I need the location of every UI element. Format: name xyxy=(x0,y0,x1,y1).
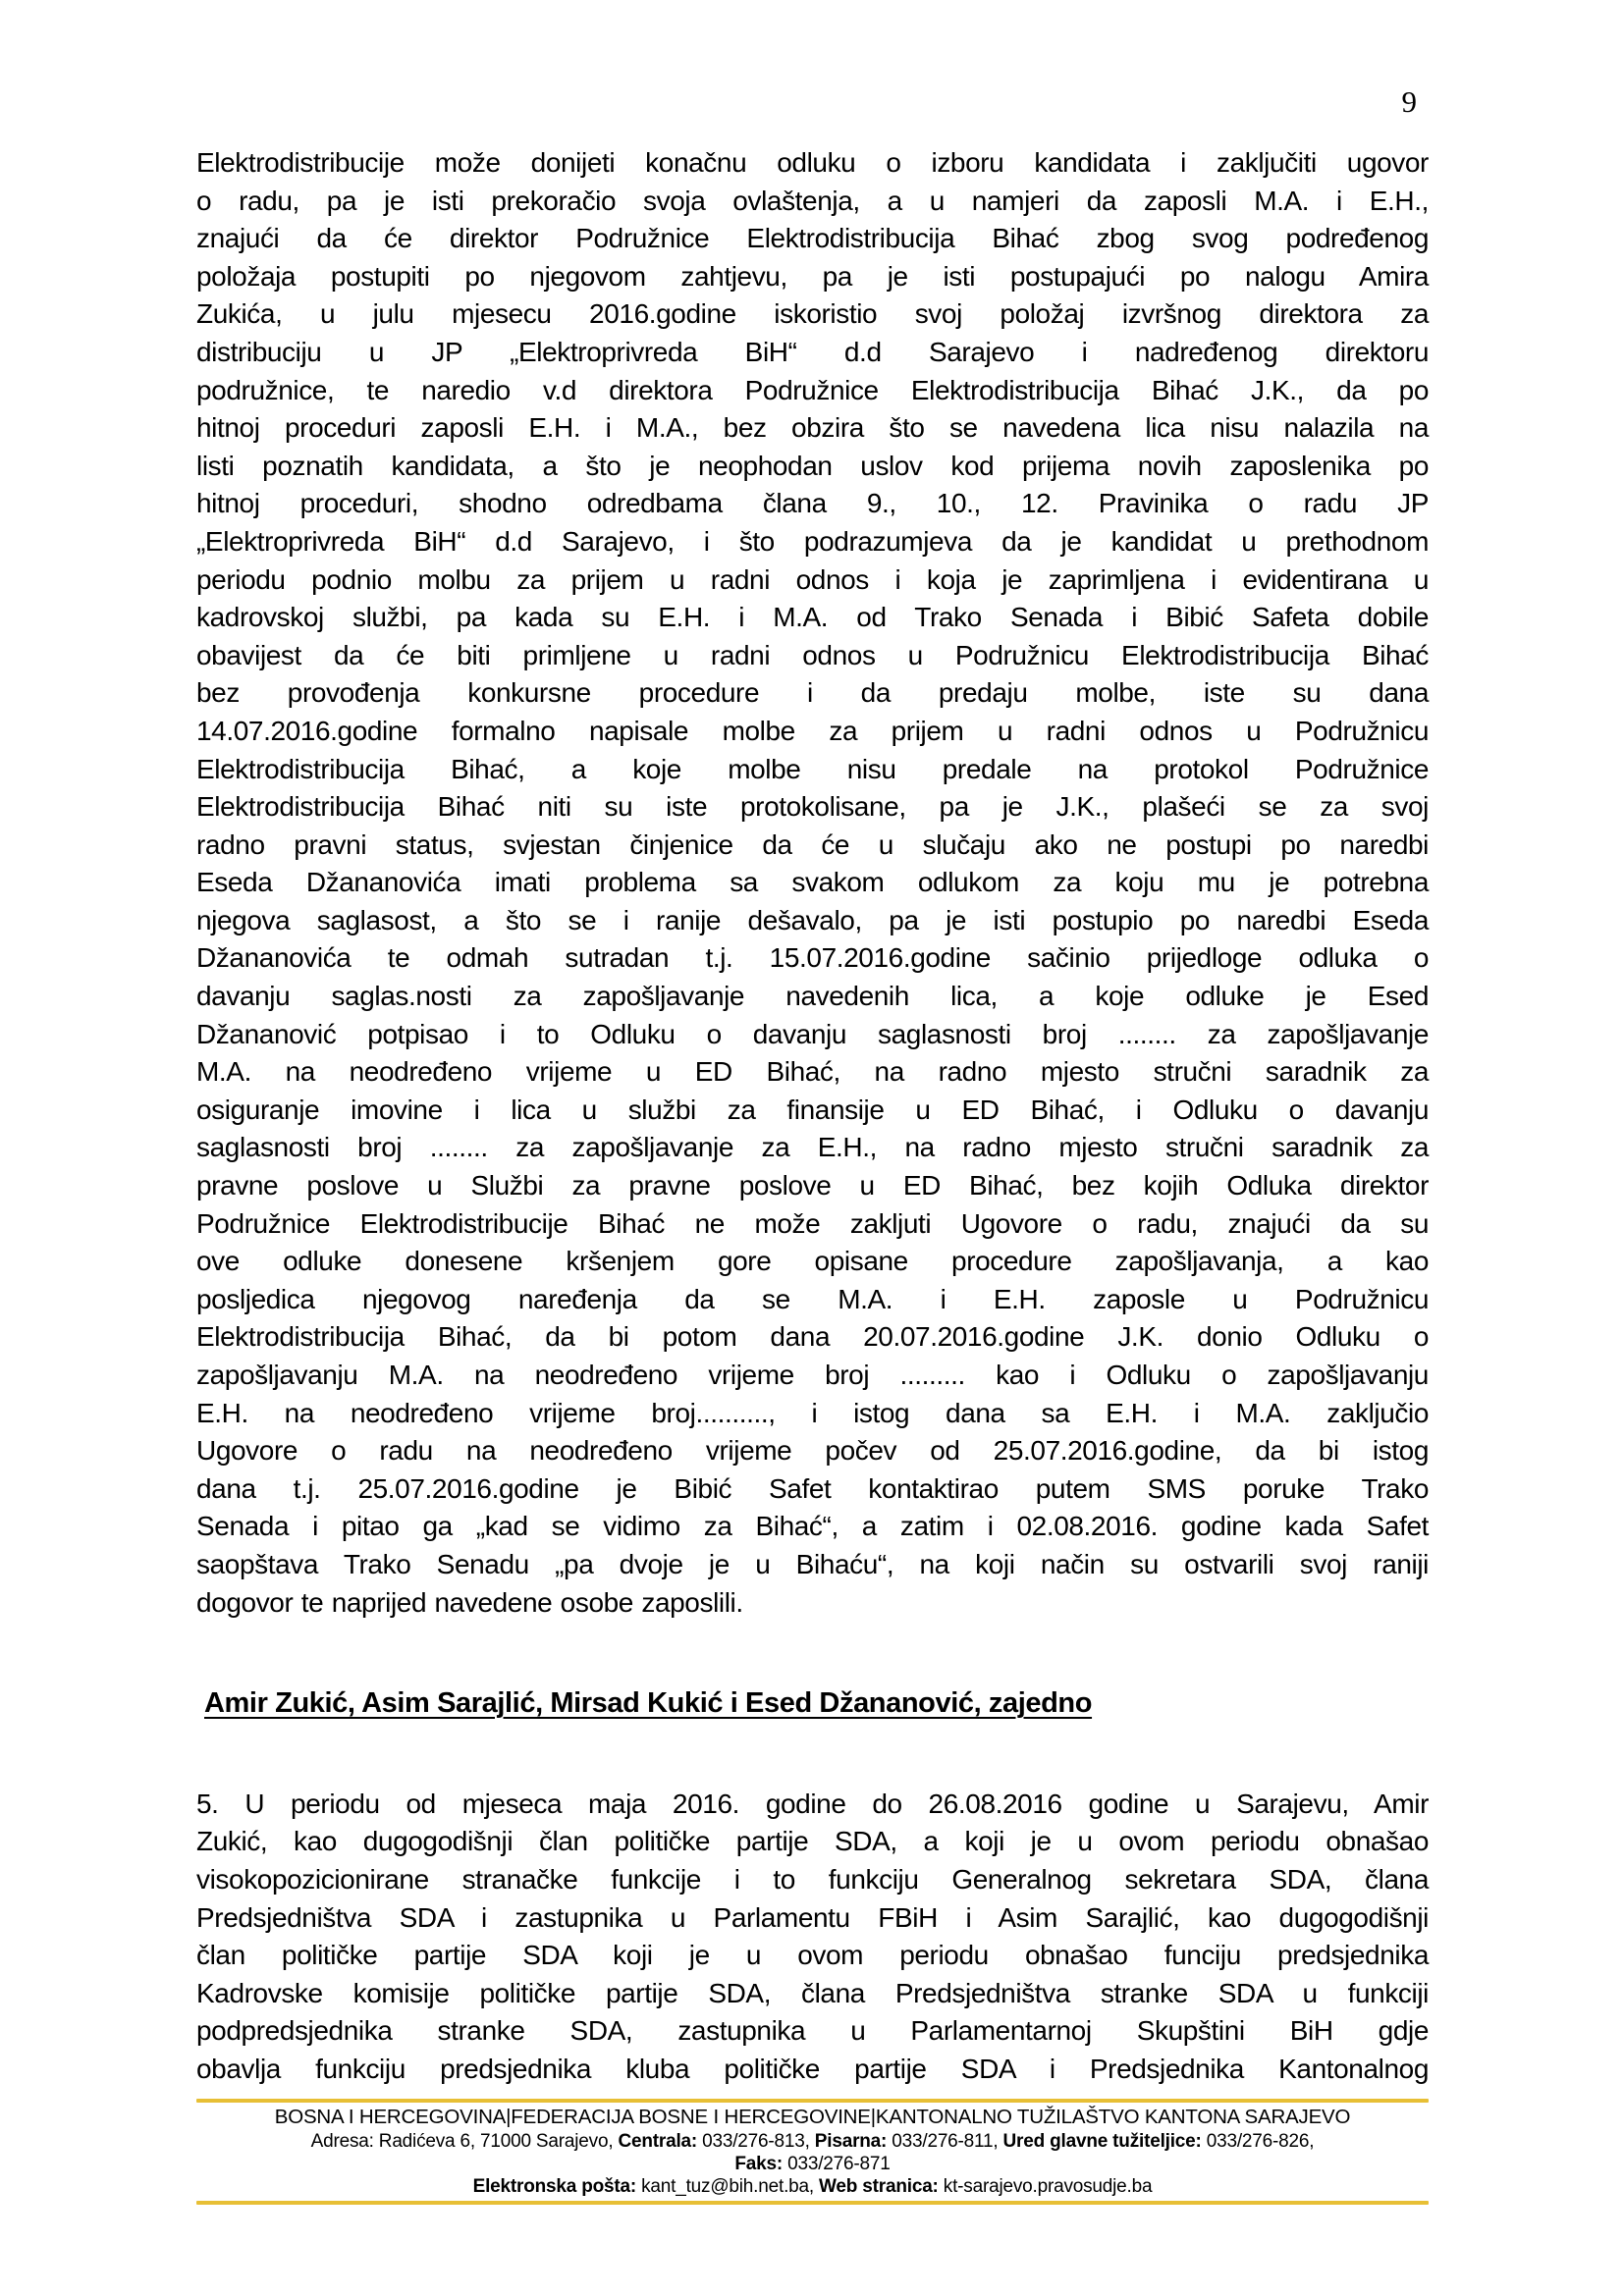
text-line: Senada i pitao ga „kad se vidimo za Bihać“, a zatim i 02.08.2016. godine kada Safet xyxy=(196,1511,1429,1542)
text-line: znajući da će direktor Podružnice Elektrodistribucija Bihać zbog svog podređenog xyxy=(196,223,1429,254)
text-line: član političke partije SDA koji je u ovom periodu obnašao funciju predsjednika xyxy=(196,1940,1429,1971)
text-line: pravne poslove u Službi za pravne poslove u ED Bihać, bez kojih Odluka direktor xyxy=(196,1170,1429,1201)
section-heading-defendants: Amir Zukić, Asim Sarajlić, Mirsad Kukić i Esed Džananović, zajedno xyxy=(204,1687,1093,1720)
text-line: kadrovskoj službi, pa kada su E.H. i M.A. od Trako Senada i Bibić Safeta dobile xyxy=(196,602,1429,633)
text-line: E.H. na neodređeno vrijeme broj.........., i istog dana sa E.H. i M.A. zaključio xyxy=(196,1397,1429,1428)
footer-text: 033/276-826, xyxy=(1201,2130,1315,2152)
footer-text: 033/276-813, xyxy=(697,2130,815,2152)
paragraph-body-1 xyxy=(196,144,1429,1622)
text-line: listi poznatih kandidata, a što je neophodan uslov kod prijema novih zaposlenika po xyxy=(196,450,1429,481)
page-footer xyxy=(196,2099,1429,2205)
footer-rule-top xyxy=(196,2099,1429,2103)
footer-label: Web stranica: xyxy=(819,2175,939,2197)
footer-text: 033/276-871 xyxy=(783,2153,891,2174)
text-line: obavijest da će biti primljene u radni odnos u Podružnicu Elektrodistribucija Bihać xyxy=(196,639,1429,670)
text-line: davanju saglas.nosti za zapošljavanje navedenih lica, a koje odluke je Esed xyxy=(196,981,1429,1012)
text-line: Predsjedništva SDA i zastupnika u Parlamentu FBiH i Asim Sarajlić, kao dugogodišnji xyxy=(196,1901,1429,1933)
text-line: 5. U periodu od mjeseca maja 2016. godine do 26.08.2016 godine u Sarajevu, Amir xyxy=(196,1788,1429,1819)
text-line: osiguranje imovine i lica u službi za finansije u ED Bihać, i Odluku o davanju xyxy=(196,1094,1429,1125)
text-line: podpredsjednika stranke SDA, zastupnika u Parlamentarnoj Skupštini BiH gdje xyxy=(196,2015,1429,2047)
text-line: periodu podnio molbu za prijem u radni odnos i koja je zaprimljena i evidentirana u xyxy=(196,563,1429,595)
footer-label: Faks: xyxy=(734,2153,784,2174)
text-line: visokopozicionirane stranačke funkcije i to funkciju Generalnog sekretara SDA, člana xyxy=(196,1863,1429,1895)
text-line: podružnice, te naredio v.d direktora Podružnice Elektrodistribucija Bihać J.K., da po xyxy=(196,374,1429,405)
text-line: Elektrodistribucije može donijeti konačnu odluku o izboru kandidata i zaključiti ugovor xyxy=(196,147,1429,178)
text-line: Elektrodistribucija Bihać niti su iste protokolisane, pa je J.K., plašeći se za svoj xyxy=(196,791,1429,823)
paragraph-body-2 xyxy=(196,1786,1429,2089)
footer-contact-line xyxy=(196,2175,1429,2198)
text-line: Ugovore o radu na neodređeno vrijeme počev od 25.07.2016.godine, da bi istog xyxy=(196,1435,1429,1467)
text-line: obavlja funkciju predsjednika kluba političke partije SDA i Predsjednika Kantonalnog xyxy=(196,2053,1429,2084)
footer-text: Adresa: Radićeva 6, 71000 Sarajevo, xyxy=(310,2130,619,2152)
text-line: njegova saglasost, a što se i ranije dešavalo, pa je isti postupio po naredbi Eseda xyxy=(196,904,1429,935)
page-number: 9 xyxy=(1401,84,1417,119)
text-line: 14.07.2016.godine formalno napisale molbe za prijem u radni odnos u Podružnicu xyxy=(196,715,1429,746)
text-line: posljedica njegovog naređenja da se M.A. i E.H. zaposle u Podružnicu xyxy=(196,1283,1429,1314)
text-line: Podružnice Elektrodistribucije Bihać ne može zakljuti Ugovore o radu, znajući da su xyxy=(196,1207,1429,1239)
footer-label: Pisarna: xyxy=(814,2130,888,2152)
footer-text: kt-sarajevo.pravosudje.ba xyxy=(938,2175,1153,2197)
text-line: hitnoj proceduri zaposli E.H. i M.A., bez obzira što se navedena lica nisu nalazila na xyxy=(196,412,1429,444)
text-line: o radu, pa je isti prekoračio svoja ovlaštenja, a u namjeri da zaposli M.A. i E.H., xyxy=(196,185,1429,216)
footer-address-line xyxy=(196,2130,1429,2153)
text-line: Elektrodistribucija Bihać, a koje molbe nisu predale na protokol Podružnice xyxy=(196,753,1429,784)
text-line: bez provođenja konkursne procedure i da predaju molbe, iste su dana xyxy=(196,677,1429,709)
footer-institution-line: BOSNA I HERCEGOVINA|FEDERACIJA BOSNE I HERCEGOVINE|KANTONALNO TUŽILAŠTVO KANTONA SARAJEVO xyxy=(274,2105,1351,2128)
text-line: dana t.j. 25.07.2016.godine je Bibić Safet kontaktirao putem SMS poruke Trako xyxy=(196,1472,1429,1504)
text-line: Eseda Džananovića imati problema sa svakom odlukom za koju mu je potrebna xyxy=(196,867,1429,898)
text-line: Zukić, kao dugogodišnji član političke partije SDA, a koji je u ovom periodu obnašao xyxy=(196,1826,1429,1857)
text-line: zapošljavanju M.A. na neodređeno vrijeme broj ......... kao i Odluku o zapošljavanju xyxy=(196,1360,1429,1390)
text-line: radno pravni status, svjestan činjenice da će u slučaju ako ne postupi po naredbi xyxy=(196,828,1429,860)
text-line: ove odluke donesene kršenjem gore opisane procedure zapošljavanja, a kao xyxy=(196,1246,1429,1277)
footer-text: kant_tuz@bih.net.ba, xyxy=(636,2175,820,2197)
footer-fax-line xyxy=(196,2153,1429,2175)
text-line: hitnoj proceduri, shodno odredbama člana 9., 10., 12. Pravinika o radu JP xyxy=(196,488,1429,519)
text-line: Elektrodistribucija Bihać, da bi potom dana 20.07.2016.godine J.K. donio Odluku o xyxy=(196,1321,1429,1353)
text-line: položaja postupiti po njegovom zahtjevu, pa je isti postupajući po nalogu Amira xyxy=(196,260,1429,292)
footer-label: Centrala: xyxy=(618,2130,698,2152)
text-line: saglasnosti broj ........ za zapošljavanje za E.H., na radno mjesto stručni saradnik za xyxy=(196,1132,1429,1163)
text-line: saopštava Trako Senadu „pa dvoje je u Bihaću“, na koji način su ostvarili svoj raniji xyxy=(196,1548,1429,1579)
text-line: Kadrovske komisije političke partije SDA, člana Predsjedništva stranke SDA u funkciji xyxy=(196,1977,1429,2008)
text-line: M.A. na neodređeno vrijeme u ED Bihać, na radno mjesto stručni saradnik za xyxy=(196,1056,1429,1088)
footer-label: Ured glavne tužiteljice: xyxy=(1002,2130,1202,2152)
text-line: „Elektroprivreda BiH“ d.d Sarajevo, i što podrazumjeva da je kandidat u prethodnom xyxy=(196,525,1429,557)
footer-text: 033/276-811, xyxy=(887,2130,1003,2152)
footer-rule-bottom xyxy=(196,2201,1429,2205)
text-line: Džananović potpisao i to Odluku o davanju saglasnosti broj ........ za zapošljavanje xyxy=(196,1018,1429,1049)
footer-label: Elektronska pošta: xyxy=(472,2175,637,2197)
text-line: Zukića, u julu mjesecu 2016.godine iskoristio svoj položaj izvršnog direktora za xyxy=(196,298,1429,330)
text-line: distribuciju u JP „Elektroprivreda BiH“ d.d Sarajevo i nadređenog direktoru xyxy=(196,336,1429,367)
text-line: Džananovića te odmah sutradan t.j. 15.07.2016.godine sačinio prijedloge odluka o xyxy=(196,942,1429,974)
text-line: dogovor te naprijed navedene osobe zaposlili. xyxy=(196,1586,743,1618)
